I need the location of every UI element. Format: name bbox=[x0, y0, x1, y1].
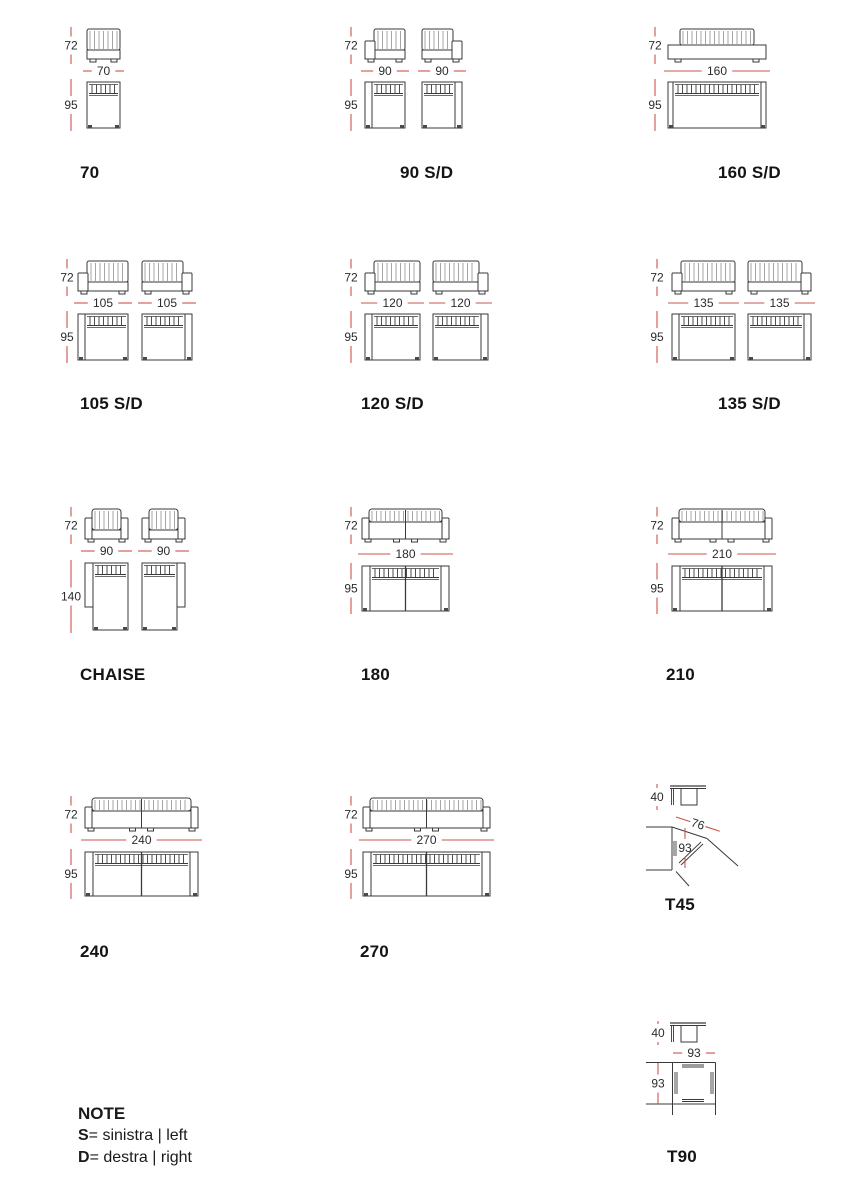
dim-label: 240 bbox=[131, 833, 152, 847]
dim-label: 93 bbox=[678, 841, 692, 855]
dim-label: 90 bbox=[99, 544, 114, 558]
dim-label: 95 bbox=[648, 98, 662, 112]
module-label-chaise: CHAISE bbox=[80, 665, 146, 684]
module-270-drawing bbox=[344, 796, 494, 899]
module-160-s-d-drawing bbox=[648, 27, 770, 131]
dim-label: 95 bbox=[60, 330, 74, 344]
module-180-drawing bbox=[344, 507, 453, 614]
dim-label: 72 bbox=[344, 807, 358, 822]
dim-label: 210 bbox=[711, 547, 733, 561]
dim-label: 95 bbox=[344, 98, 358, 112]
module-240-drawing bbox=[64, 796, 202, 899]
module-t90-drawing bbox=[646, 1021, 716, 1115]
note-line-d: D= destra | right bbox=[78, 1149, 192, 1166]
dim-label: 72 bbox=[64, 518, 78, 533]
module-label-180: 180 bbox=[361, 665, 390, 684]
dim-label: 95 bbox=[650, 581, 664, 596]
dim-label: 180 bbox=[395, 547, 416, 561]
module-210-drawing bbox=[650, 507, 776, 614]
module-label-160-s-d: 160 S/D bbox=[718, 163, 781, 182]
module-label-240: 240 bbox=[80, 942, 109, 961]
module-90-s-d-drawing bbox=[344, 27, 466, 131]
dim-label: 95 bbox=[64, 98, 78, 112]
dim-label: 93 bbox=[687, 1046, 701, 1060]
module-label-t45: T45 bbox=[665, 895, 695, 914]
dim-label: 105 bbox=[92, 296, 114, 310]
dim-label: 90 bbox=[435, 64, 449, 78]
module-chaise-drawing bbox=[61, 507, 189, 633]
dim-label: 72 bbox=[64, 807, 78, 822]
module-label-105-s-d: 105 S/D bbox=[80, 394, 143, 413]
dim-label: 120 bbox=[450, 296, 471, 310]
dim-label: 270 bbox=[416, 833, 437, 847]
dim-label: 90 bbox=[156, 544, 171, 558]
dim-label: 72 bbox=[648, 38, 662, 53]
dim-label: 95 bbox=[650, 330, 664, 344]
dim-label: 95 bbox=[344, 581, 358, 596]
dim-label: 95 bbox=[344, 867, 358, 881]
note-line-s: S= sinistra | left bbox=[78, 1127, 188, 1144]
dim-label: 72 bbox=[344, 38, 358, 53]
module-70-drawing bbox=[64, 27, 124, 131]
note-title: NOTE bbox=[78, 1104, 126, 1123]
module-135-s-d-drawing bbox=[650, 259, 815, 363]
dim-label: 40 bbox=[651, 1026, 665, 1040]
dim-label: 120 bbox=[382, 296, 403, 310]
dim-label: 90 bbox=[378, 64, 392, 78]
module-label-90-s-d: 90 S/D bbox=[400, 163, 454, 182]
module-label-120-s-d: 120 S/D bbox=[361, 394, 424, 413]
dim-label: 40 bbox=[650, 790, 664, 804]
module-label-135-s-d: 135 S/D bbox=[718, 394, 781, 413]
module-label-270: 270 bbox=[360, 942, 389, 961]
dim-label: 76 bbox=[689, 815, 707, 833]
dim-label: 140 bbox=[60, 589, 82, 604]
module-t45-drawing bbox=[646, 784, 738, 886]
dim-label: 72 bbox=[60, 270, 74, 285]
module-105-s-d-drawing bbox=[60, 259, 196, 363]
module-label-210: 210 bbox=[666, 665, 695, 684]
dim-label: 72 bbox=[650, 270, 664, 285]
dim-label: 160 bbox=[706, 64, 728, 78]
dim-label: 95 bbox=[64, 867, 78, 881]
dim-label: 135 bbox=[693, 296, 714, 310]
note-block bbox=[78, 1103, 192, 1169]
dim-label: 72 bbox=[344, 518, 358, 533]
module-120-s-d-drawing bbox=[344, 259, 492, 363]
dim-label: 105 bbox=[156, 296, 178, 310]
dim-label: 135 bbox=[769, 296, 790, 310]
module-label-t90: T90 bbox=[667, 1147, 697, 1166]
module-label-70: 70 bbox=[80, 163, 100, 182]
dim-label: 93 bbox=[651, 1076, 665, 1091]
dim-label: 95 bbox=[344, 330, 358, 344]
dim-label: 70 bbox=[96, 64, 111, 78]
dim-label: 72 bbox=[650, 518, 664, 533]
dim-label: 72 bbox=[344, 270, 358, 285]
dim-label: 72 bbox=[64, 38, 78, 53]
